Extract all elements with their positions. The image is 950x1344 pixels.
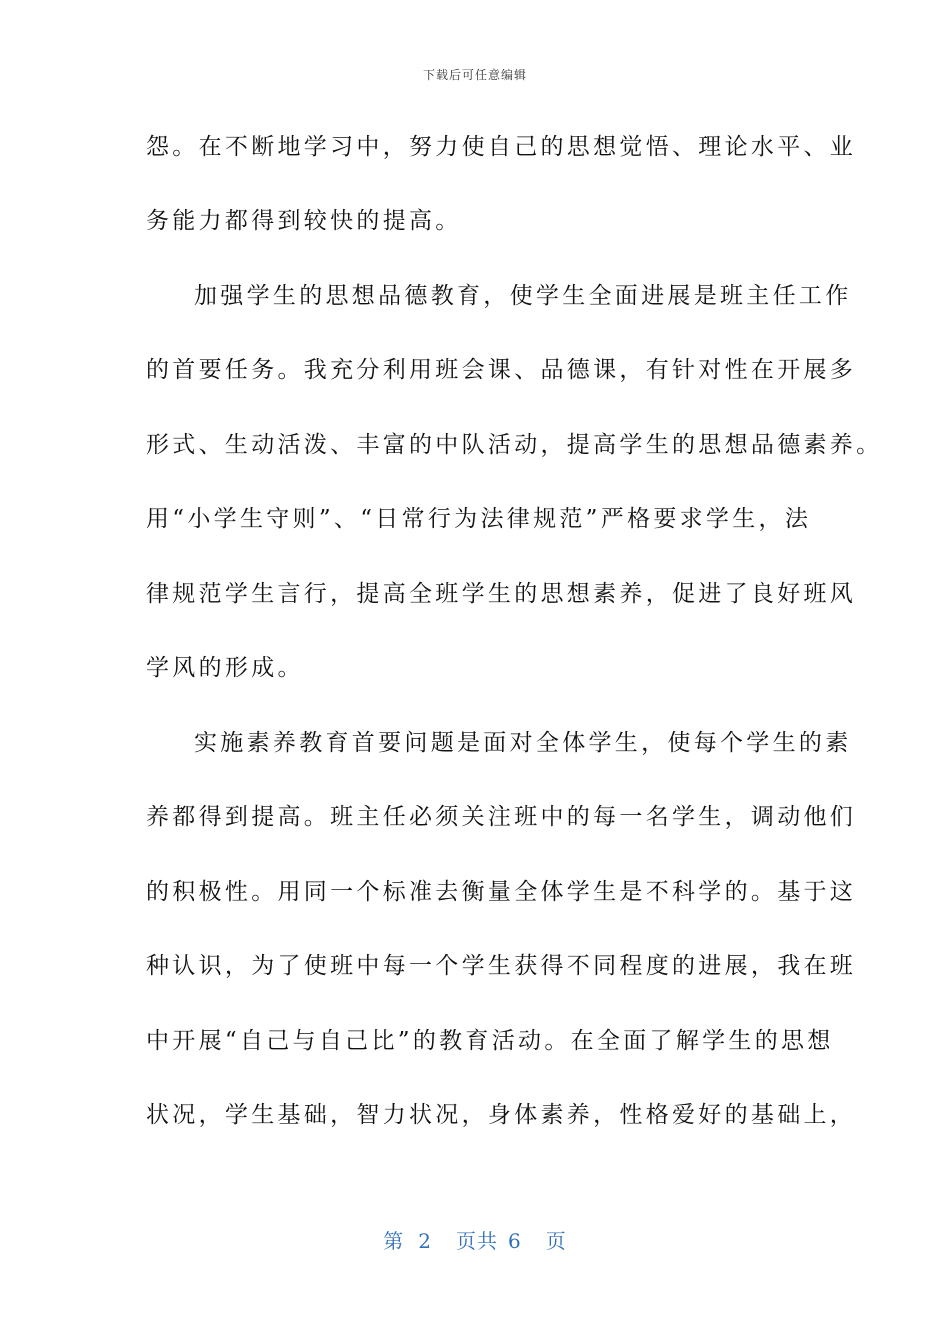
- footer-total-pages: 6: [508, 1229, 522, 1253]
- footer-middle: 页共: [456, 1229, 498, 1253]
- text-line: 种认识，为了使班中每一个学生获得不同程度的进展，我在班: [146, 953, 857, 979]
- footer-prefix: 第: [383, 1229, 405, 1253]
- page-number-footer: [0, 1225, 950, 1254]
- text-line: 中开展“自己与自己比”的教育活动。在全面了解学生的思想: [146, 1028, 834, 1054]
- text-line: 用“小学生守则”、“日常行为法律规范”严格要求学生，法: [146, 506, 812, 532]
- text-line: 加强学生的思想品德教育，使学生全面进展是班主任工作: [194, 283, 852, 309]
- text-line: 的首要任务。我充分利用班会课、品德课，有针对性在开展多: [146, 357, 857, 383]
- text-line: 形式、生动活泼、丰富的中队活动，提高学生的思想品德素养。: [146, 432, 883, 458]
- text-line: 的积极性。用同一个标准去衡量全体学生是不科学的。基于这: [146, 879, 857, 905]
- footer-suffix: 页: [545, 1229, 567, 1253]
- text-line: 学风的形成。: [146, 655, 304, 681]
- text-line: 怨。在不断地学习中，努力使自己的思想觉悟、理论水平、业: [146, 134, 857, 160]
- page-header: 下载后可任意编辑: [422, 68, 527, 82]
- footer-current-page: 2: [418, 1229, 432, 1253]
- text-line: 务能力都得到较快的提高。: [146, 208, 462, 234]
- text-line: 实施素养教育首要问题是面对全体学生，使每个学生的素: [194, 730, 852, 756]
- text-line: 养都得到提高。班主任必须关注班中的每一名学生，调动他们: [146, 804, 857, 830]
- text-line: 律规范学生言行，提高全班学生的思想素养，促进了良好班风: [146, 581, 857, 607]
- text-line: 状况，学生基础，智力状况，身体素养，性格爱好的基础上，: [146, 1102, 857, 1128]
